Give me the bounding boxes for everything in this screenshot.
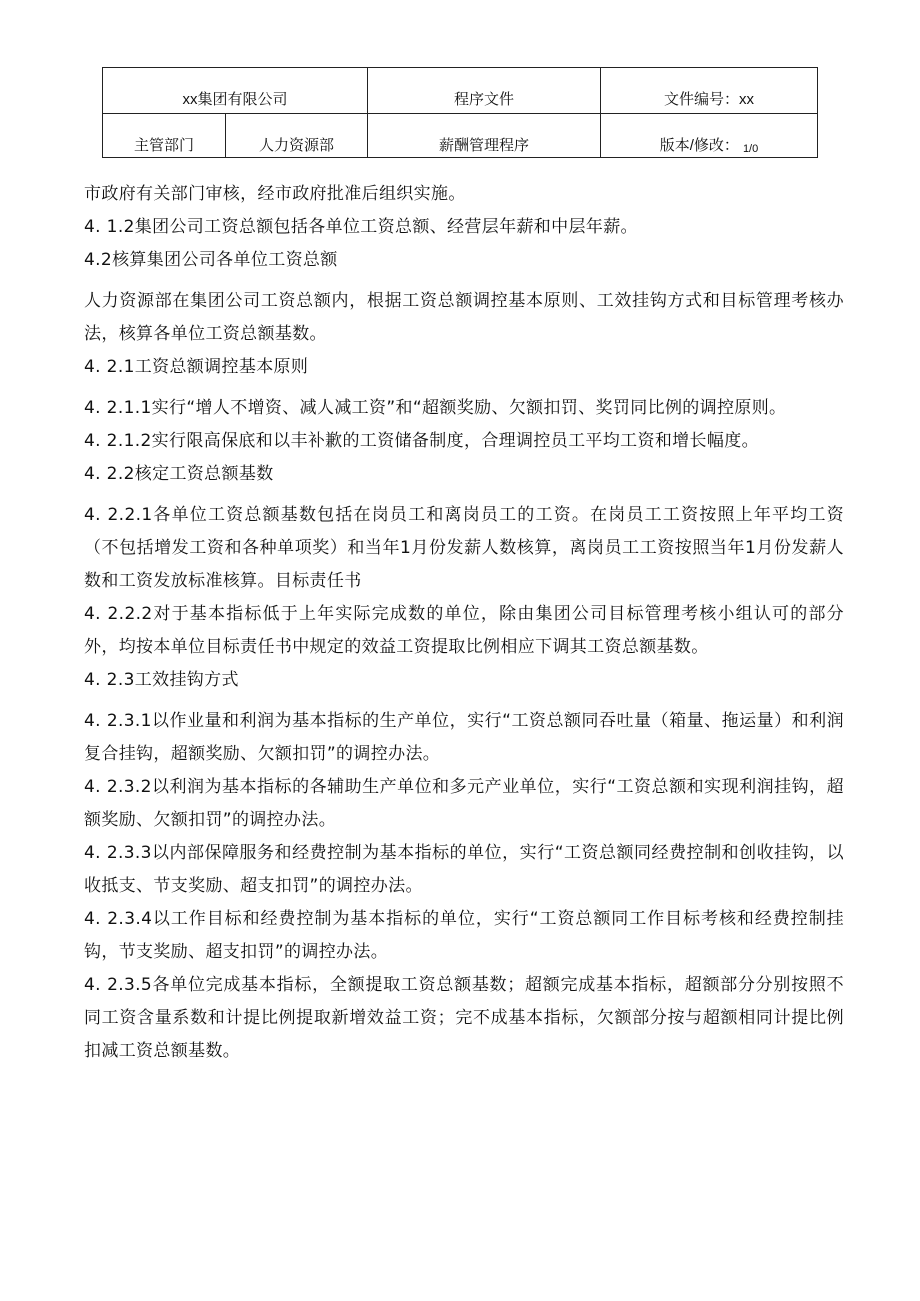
- section-heading: 4. 2.1工资总额调控基本原则: [84, 357, 309, 377]
- document-body: [84, 178, 844, 1068]
- doc-number-cell: [601, 68, 817, 113]
- version-label: 版本/修改：: [659, 137, 739, 154]
- version-cell: [601, 113, 817, 157]
- section-heading: 4.2核算集团公司各单位工资总额: [84, 250, 338, 270]
- dept-label: 主管部门: [133, 137, 194, 154]
- paragraph: 人力资源部在集团公司工资总额内，根据工资总额调控基本原则、工效挂钩方式和目标管理考核办法，核算各单位工资总额基数。: [84, 291, 844, 344]
- company-name-cell: [103, 68, 368, 113]
- dept-value-cell: [226, 113, 368, 157]
- document-header-table: [102, 67, 818, 158]
- doc-type-cell: [368, 68, 601, 113]
- company-name: xx集团有限公司: [182, 91, 288, 108]
- paragraph: 4. 2.3.3以内部保障服务和经费控制为基本指标的单位，实行“工资总额同经费控制和创收挂钩，以收抵支、节支奖励、超支扣罚”的调控办法。: [84, 843, 844, 896]
- paragraph: 4. 2.1.2实行限高保底和以丰补歉的工资储备制度，合理调控员工平均工资和增长幅度。: [84, 431, 759, 451]
- procedure-name: 薪酬管理程序: [438, 137, 529, 154]
- paragraph: 4. 2.3.5各单位完成基本指标，全额提取工资总额基数；超额完成基本指标，超额部分分别按照不同工资含量系数和计提比例提取新增效益工资；完不成基本指标，欠额部分按与超额相同计提比例扣减工资总额基数。: [84, 975, 844, 1061]
- procedure-cell: [368, 113, 601, 157]
- header-row-2: [103, 113, 817, 157]
- paragraph: 4. 1.2集团公司工资总额包括各单位工资总额、经营层年薪和中层年薪。: [84, 217, 638, 237]
- section-heading: 4. 2.3工效挂钩方式: [84, 670, 239, 690]
- doc-type: 程序文件: [453, 91, 514, 108]
- dept-label-cell: [103, 113, 226, 157]
- paragraph: 市政府有关部门审核，经市政府批准后组织实施。: [84, 184, 466, 204]
- dept-value: 人力资源部: [258, 137, 334, 154]
- paragraph: 4. 2.3.2以利润为基本指标的各辅助生产单位和多元产业单位，实行“工资总额和实现利润挂钩，超额奖励、欠额扣罚”的调控办法。: [84, 777, 844, 830]
- doc-number: 文件编号：xx: [663, 91, 754, 108]
- header-row-1: [103, 68, 817, 114]
- paragraph: 4. 2.1.1实行“增人不增资、减人减工资”和“超额奖励、欠额扣罚、奖罚同比例的调控原则。: [84, 398, 787, 418]
- paragraph: 4. 2.2.2对于基本指标低于上年实际完成数的单位，除由集团公司目标管理考核小组认可的部分外，均按本单位目标责任书中规定的效益工资提取比例相应下调其工资总额基数。: [84, 604, 844, 657]
- section-heading: 4. 2.2核定工资总额基数: [84, 464, 274, 484]
- paragraph: 4. 2.3.1以作业量和利润为基本指标的生产单位，实行“工资总额同吞吐量（箱量、拖运量）和利润复合挂钩，超额奖励、欠额扣罚”的调控办法。: [84, 711, 844, 764]
- paragraph: 4. 2.3.4以工作目标和经费控制为基本指标的单位，实行“工资总额同工作目标考核和经费控制挂钩，节支奖励、超支扣罚”的调控办法。: [84, 909, 844, 962]
- paragraph: 4. 2.2.1各单位工资总额基数包括在岗员工和离岗员工的工资。在岗员工工资按照上年平均工资（不包括增发工资和各种单项奖）和当年1月份发薪人数核算，离岗员工工资按照当年1月份发薪人数和工资发放标准核算。目标责任书: [84, 505, 844, 591]
- version-value: 1/0: [742, 143, 759, 155]
